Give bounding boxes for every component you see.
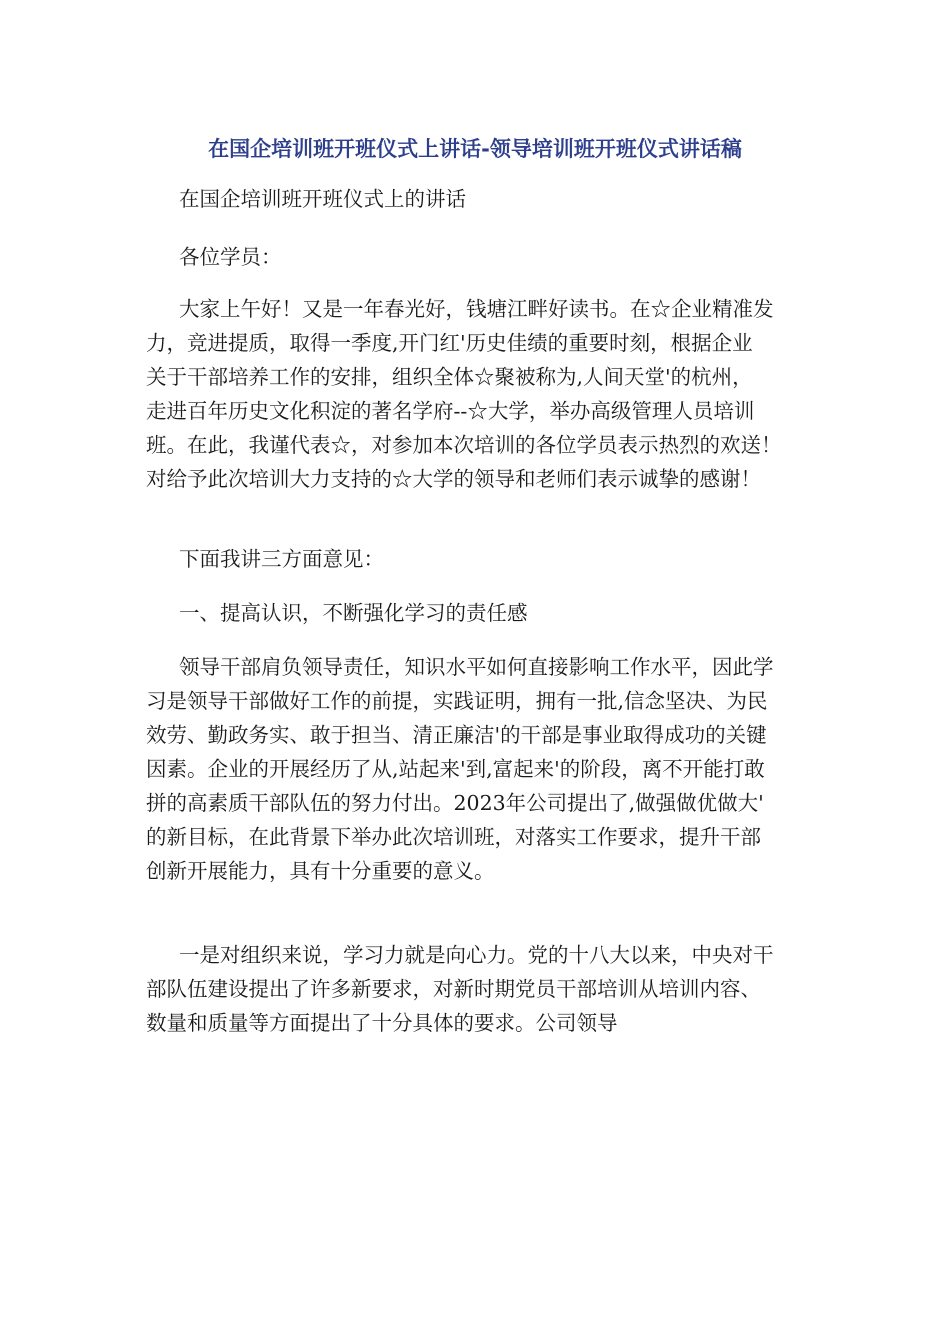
paragraph-line: 走进百年历史文化积淀的著名学府--☆大学，举办高级管理人员培训 — [146, 399, 755, 423]
paragraph-line: 领导干部肩负领导责任，知识水平如何直接影响工作水平，因此学 — [179, 655, 774, 679]
paragraph-line: 习是领导干部做好工作的前提，实践证明，拥有一批,信念坚决、为民 — [146, 689, 768, 713]
paragraph-line: 对给予此次培训大力支持的☆大学的领导和老师们表示诚挚的感谢！ — [146, 467, 761, 491]
paragraph-section-1 — [146, 650, 806, 888]
paragraph-line: 数量和质量等方面提出了十分具体的要求。公司领导 — [146, 1011, 618, 1035]
paragraph-line: 效劳、勤政务实、敢于担当、清正廉洁'的干部是事业取得成功的关键 — [146, 723, 767, 747]
salutation-line: 各位学员： — [179, 245, 282, 269]
paragraph-line: 拼的高素质干部队伍的努力付出。2023年公司提出了,做强做优做大' — [146, 791, 764, 815]
subtitle-line: 在国企培训班开班仪式上的讲话 — [179, 187, 466, 211]
paragraph-line: 部队伍建设提出了许多新要求，对新时期党员干部培训从培训内容、 — [146, 977, 761, 1001]
paragraph-point-1 — [146, 938, 806, 1040]
salutation — [146, 240, 806, 274]
paragraph-line: 班。在此，我谨代表☆，对参加本次培训的各位学员表示热烈的欢送！ — [146, 433, 782, 457]
paragraph-line: 一是对组织来说，学习力就是向心力。党的十八大以来，中央对干 — [179, 943, 774, 967]
paragraph-line: 的新目标，在此背景下举办此次培训班，对落实工作要求，提升干部 — [146, 825, 761, 849]
paragraph-line: 关于干部培养工作的安排，组织全体☆聚被称为,人间天堂'的杭州， — [146, 365, 753, 389]
paragraph-line: 因素。企业的开展经历了从,站起来'到,富起来'的阶段，离不开能打敢 — [146, 757, 765, 781]
paragraph-line: 力，竞进提质，取得一季度,开门红'历史佳绩的重要时刻，根据企业 — [146, 331, 753, 355]
paragraph-line: 创新开展能力，具有十分重要的意义。 — [146, 859, 495, 883]
heading-line: 一、提高认识，不断强化学习的责任感 — [179, 601, 528, 625]
document-title: 在国企培训班开班仪式上讲话-领导培训班开班仪式讲话稿 — [208, 137, 742, 161]
paragraph-opening — [146, 292, 806, 496]
paragraph-line: 大家上午好！又是一年春光好，钱塘江畔好读书。在☆企业精准发 — [179, 297, 774, 321]
paragraph-line: 下面我讲三方面意见： — [179, 547, 384, 571]
section-heading-1 — [146, 596, 806, 630]
paragraph-intro — [146, 542, 806, 576]
speech-subtitle — [146, 182, 806, 216]
